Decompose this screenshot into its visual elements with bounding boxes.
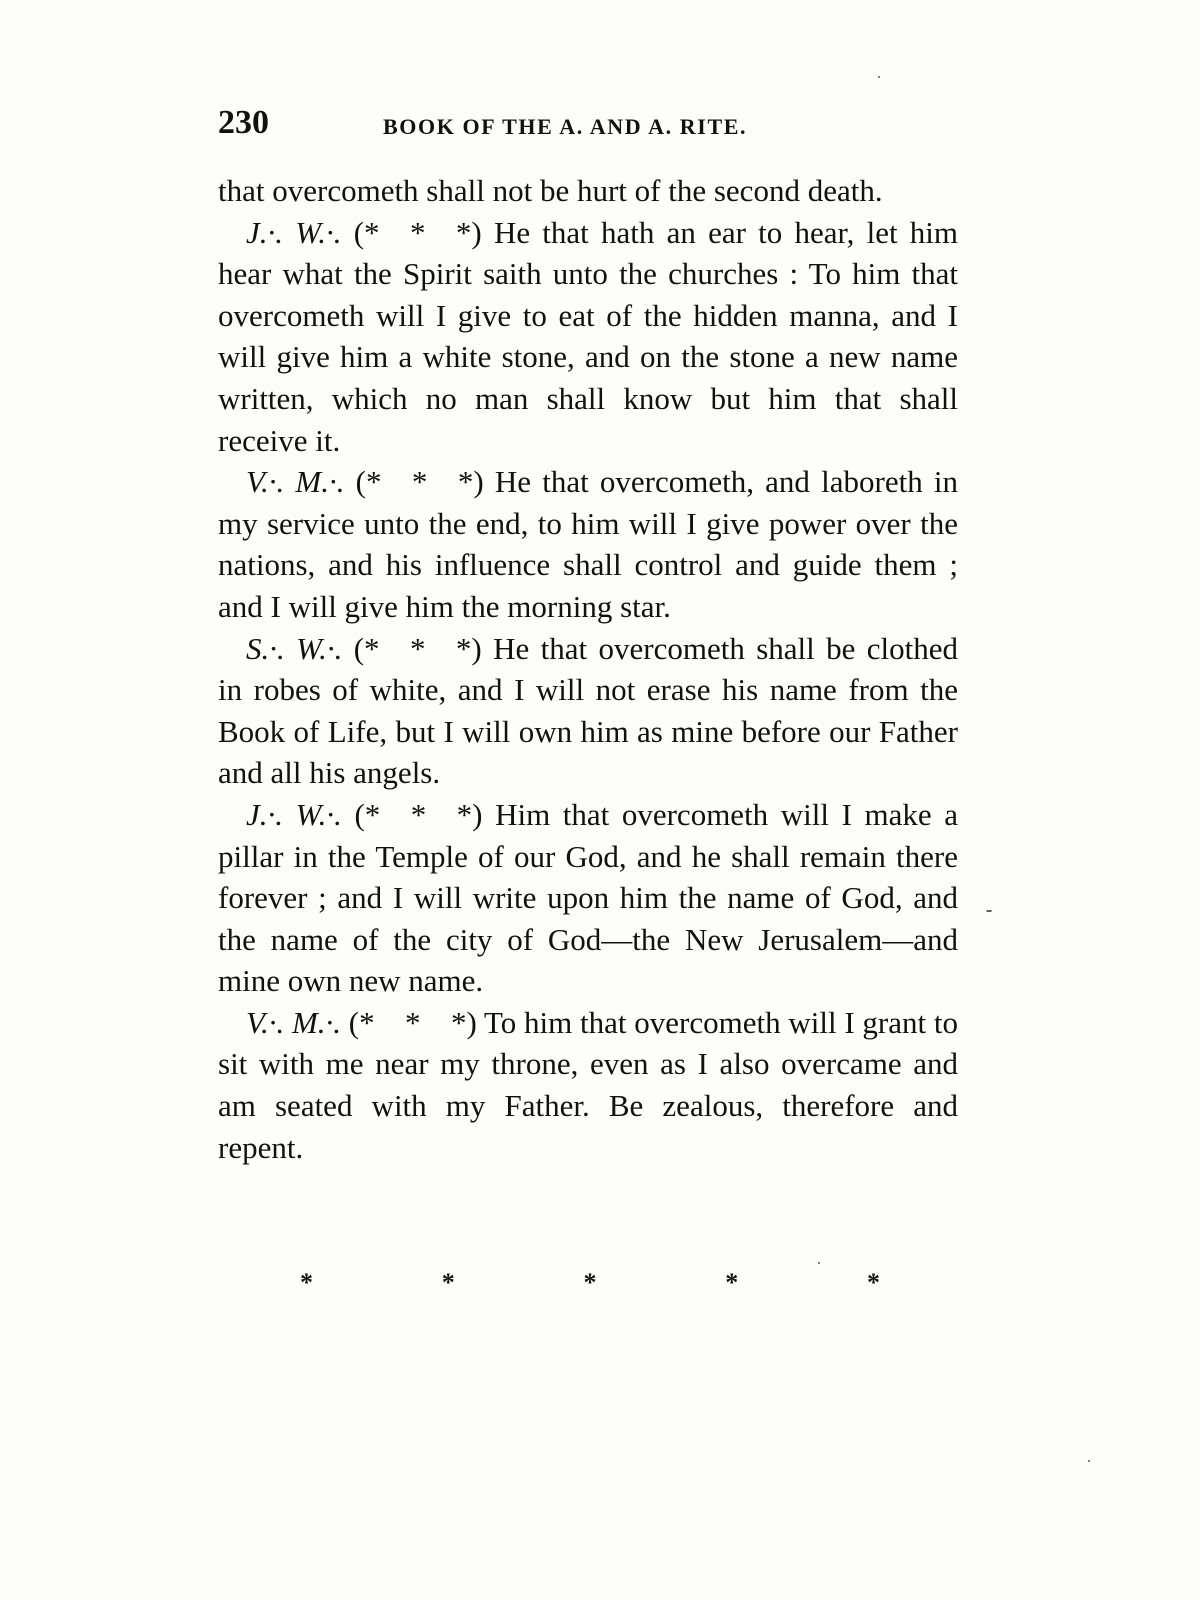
paragraph-venerable-master <box>218 461 958 627</box>
speaker-label: J.·. W.·. <box>246 214 342 250</box>
page-number: 230 <box>218 104 269 141</box>
page-body <box>218 170 958 1168</box>
page-header <box>218 104 958 144</box>
paragraph-senior-warden <box>218 628 958 794</box>
speaker-label: V.·. M.·. <box>246 464 345 500</box>
paragraph-text: Him that overcometh will I make a pillar in the Temple of our God, and he shall remain there forever ; and I will write upon him the name of God, and the name of the city of God—the New Jerusalem—and mine own new name. <box>218 796 959 999</box>
speaker-label: J.·. W.·. <box>246 796 342 832</box>
ornament-star: * <box>300 1268 313 1297</box>
ornament-star: * <box>867 1268 880 1297</box>
paper-speck <box>878 76 880 78</box>
stage-stars: (* * *) <box>348 1004 477 1040</box>
paragraph-junior-warden-2 <box>218 794 958 1002</box>
ornament-star: * <box>441 1268 455 1297</box>
ornament-star: * <box>583 1268 597 1297</box>
speaker-label: V.·. M.·. <box>246 1004 342 1040</box>
running-head: BOOK OF THE A. AND A. RITE. <box>383 114 748 139</box>
section-break-ornament <box>300 1268 880 1298</box>
paragraph-text: He that hath an ear to hear, let him hear what the Spirit saith unto the churches : To him that overcometh will I give to eat of the hidden manna, and I will give him a white stone, and on the stone a new name written, which no man shall know but him that shall receive it. <box>218 214 959 458</box>
stage-stars: (* * *) <box>354 796 483 832</box>
paragraph-continuation <box>218 170 958 212</box>
speaker-label: S.·. W.·. <box>246 630 343 666</box>
paragraph-text: that overcometh shall not be hurt of the second death. <box>218 173 883 208</box>
paragraph-junior-warden <box>218 212 958 462</box>
stage-stars: (* * *) <box>353 214 482 250</box>
paper-speck <box>818 1262 820 1264</box>
stage-stars: (* * *) <box>353 630 482 666</box>
paper-speck <box>1088 1460 1090 1462</box>
ornament-star: * <box>725 1268 739 1297</box>
paragraph-text: He that overcometh, and laboreth in my service unto the end, to him will I give power over the nations, and his influence shall control and guide them ; and I will give him the morning star. <box>218 464 959 624</box>
paragraph-venerable-master-2 <box>218 1002 958 1168</box>
paper-speck <box>986 910 992 912</box>
stage-stars: (* * *) <box>355 464 484 500</box>
paragraph-text: To him that overcometh will I grant to sit with me near my throne, even as I also overcame and am seated with my Father. Be zealous, therefore and repent. <box>218 1004 958 1165</box>
paragraph-text: He that overcometh shall be clothed in robes of white, and I will not erase his name from the Book of Life, but I will own him as mine before our Father and all his angels. <box>218 630 958 791</box>
